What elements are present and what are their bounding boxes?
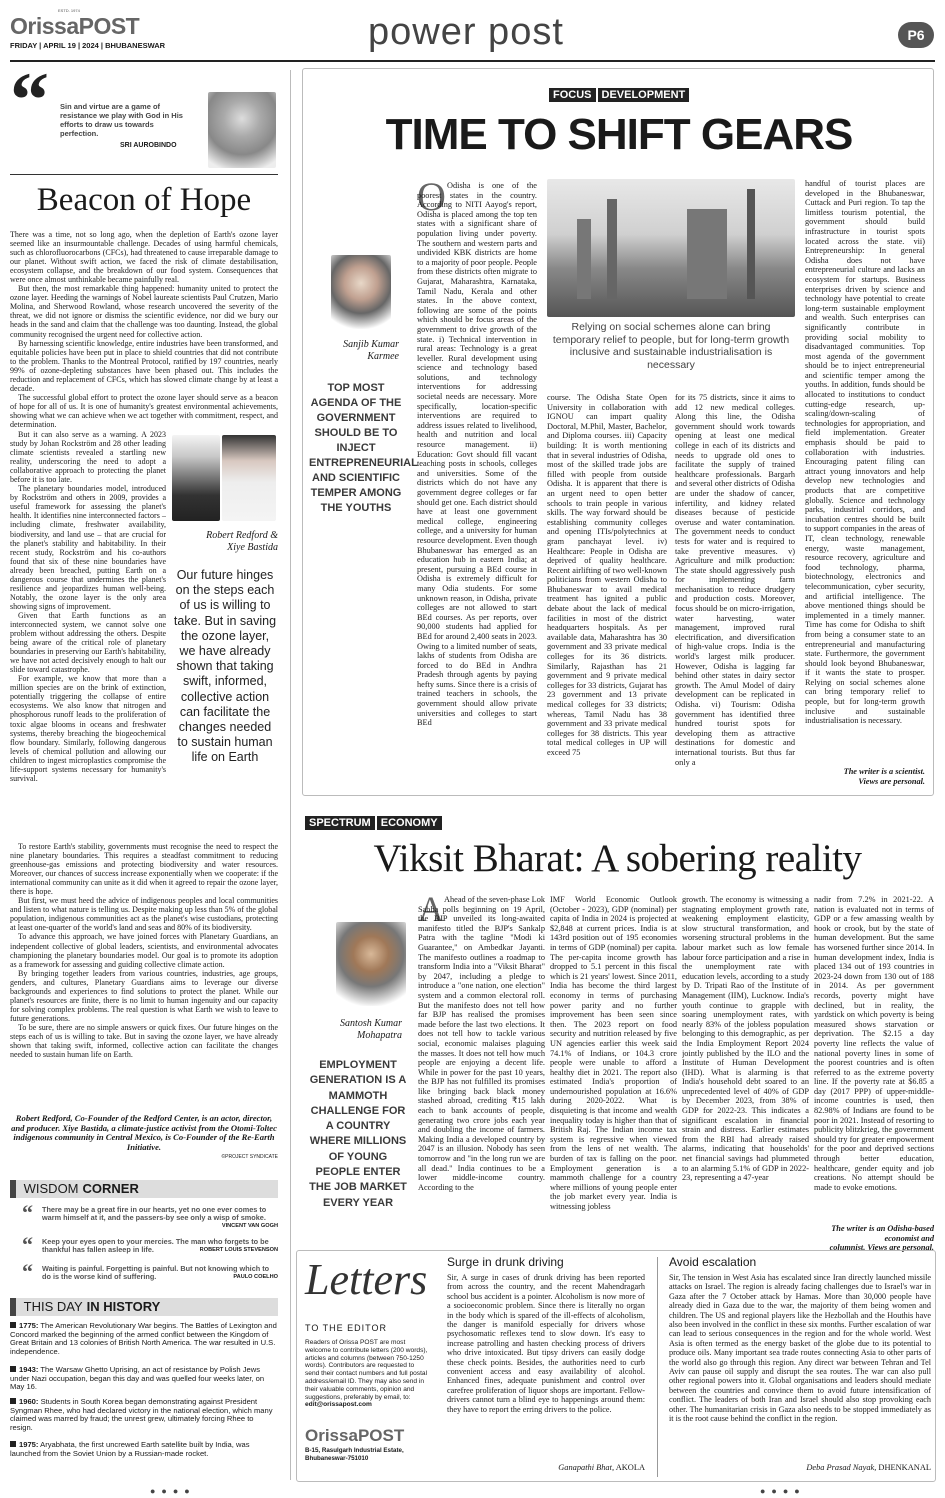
viksit-bio [814,1224,934,1253]
registration-marks: ●●●● [150,1486,196,1496]
letters-subtitle: TO THE EDITOR [305,1323,388,1333]
letters-address-1: B-15, Rasulgarh Industrial Estate, [305,1447,404,1454]
economy-tag: ECONOMY [377,816,442,830]
gears-col-2: course. The Odisha State Open University in collaboration with IGNOU can impart quality Doctoral, M.Phil, Master, Bachelor, and Diploma courses. iii) Capacity building: It is worth mentioning that in several industries of Odisha, most of the skilled trade jobs are filled with people from outside Odisha. It is apparent that there is an urgent need to open better schools to train people in various skills. The way forward should be establishing community colleges and opening ITIs/polytechnics at gram panchayat level. iv) Healthcare: People in Odisha are deprived of quality healthcare. Recent airlifting of two well-known politicians from western Odisha to Bhubaneswar to avail medical treatment has ignited a public debate about the lack of medical facilities in most of the district headquarters hospitals. As per available data, Maharashtra has 30 government and 33 private medical colleges for its 36 districts. Similarly, Rajasthan has 21 government and 9 private medical colleges for 33 districts, Gujarat has 23 government and 13 private medical colleges for 33 districts; whereas, Tamil Nadu has 38 government and 33 private medical colleges for 38 districts. This year total medical colleges in UP will exceed 75 [547,393,667,757]
beacon-byline [172,530,278,554]
gears-col-1: Odisha is one of the poorest states in the country. According to NITI Aayog's report, Odisha is placed among the top ten states with a significant share of population living under poverty. The southern and western parts and undivided KBK districts are home to a majority of poor people. People from these districts often migrate to Gujarat, Maharashtra, Karnataka, Tamil Nadu, Kerala and other states. In the above context, following are some of the points which should be focus areas of the government to drive growth of the state. i) Technical intervention in rural areas: Technology is a great leveller. Rural development using science and technology based solutions, and technology interventions for addressing societal needs are necessary. More specifically, location-specific interventions are required to address issues related to livelihood, health and nutrition and local resource management. ii) Education: Govt should fill vacant teaching posts in schools, colleges and universities. Some of the districts which do not have any government degree colleges or far should get one. Each district should have at least one government medical college, engineering college, and a university for human resource development. Even though Bhubaneswar has emerged as an education hub in eastern India; at present, pursuing a BEd course in Odisha is extremely difficult for many Odia students. For some unknown reason, in Odisha, private colleges are not allowed to start BEd courses. As per reports, over 90,000 students had applied for BEd for around 2,400 seats in 2023. Owing to a limited number of seats, lakhs of students from Odisha are forced to do BEd in Andhra Pradesh through agents by paying hefty sums. Since there is a crisis of trained teachers in schools, the government should allow private universities and colleges to start BEd [417,181,537,728]
beacon-pullquote: Our future hinges on the steps each of us is willing to take. But in saving the ozone layer, we have already shown that taking swift, informed, collective action can facilitate the changes needed to sustain human life on Earth [173,568,277,765]
letters-brand-1: Orissa [305,1426,358,1445]
industrial-plant-photo [547,179,795,317]
letter-1-signature [447,1463,645,1472]
quote-box [10,56,278,170]
brand-logo [10,14,139,38]
focus-tag: FOCUS [549,88,596,102]
viksit-author-1: Santosh Kumar [340,1018,402,1029]
letter-2-signature [669,1463,931,1472]
letter-2-sign: Deba Prasad Nayak, [806,1463,877,1472]
history-year: 1943: [19,1365,39,1374]
masthead-est: ESTD. 1974 [58,8,80,13]
beacon-body-left: But it can also serve as a warning. A 2023 study by Johan Rockström and 28 other leading climate scientists revealed a startling new reality, underscoring the need to adopt a collaborative approach to protecting the planet before it is too late. The planetary boundaries model, introduced by Rockström and others in 2009, provides a useful framework for assessing the planet's health. It identifies nine interconnected factors – including climate, freshwater availability, biodiversity, and land use – that are crucial for the planet's stability and habitability. In their recent study, Rockström and his co-authors found that six of these nine boundaries have already been breached, putting Earth on a dangerous course that undermines the planet's resilience and jeopardizes human well-being. Notably, the ozone layer is the only area showing signs of improvement. Given that Earth functions as an interconnected system, we cannot solve one problem without addressing the others. Despite being aware of the critical role of planetary boundaries in preserving our Earth's habitability, we have not acted decisively enough to halt our slide toward catastrophe. For example, we know that more than a million species are on the brink of extinction, potentially triggering the collapse of entire ecosystems. We also know that nitrogen and phosphorous runoff leads to the proliferation of toxic algae blooms in oceans and freshwater systems, thereby breaching the biogeochemical flow boundary. Similarly, following dangerous levels of chemical pollution and allowing our children to ingest microplastics compromise the life-support systems necessary for humanity's survival. [10,430,166,783]
gears-bio-1: The writer is a scientist. [843,767,925,776]
letters-info-text: Readers of Orissa POST are most welcome to contribute letters (200 words), articles and columns (between 750-1250 words). Contributors are requested to send their contact numbers and full postal address/email ID. They may also send in their valuable comments, opinion and suggestions, preferably by email, to: [305,1339,428,1401]
viksit-tags [305,813,442,831]
viksit-headline: Viksit Bharat: A sobering reality [373,837,862,880]
wisdom-quote-1: There may be a great fire in our hearts, yet no one ever comes to warm himself at it, and the passers-by see only a wisp of smoke. [42,1205,267,1223]
wisdom-item [10,1200,278,1229]
viksit-author-2: Mohapatra [357,1030,402,1041]
gears-col-4: handful of tourist places are developed in the Bhubaneswar, Cuttack and Puri region. To tap the limitless tourism potential, the government should build infrastructure in tourist spots located across the state. vii) Entrepreneurship: In general Odisha does not have entrepreneurial culture and lacks an ecosystem for startups. Business enterprises driven by science and technology have potential to create long-term sustainable employment and wealth. Such enterprises can significantly contribute in providing social mobility to disadvantaged communities. Top most agenda of the government should be to inject entrepreneurial and scientific temper among the youths. In addition, funds should be allocated to institutions to conduct cutting-edge research, up-scaling/down-scaling of technologies for appropriation, and field implementation. Greater emphasis should be paid to collaboration with industries. Encouraging patent filing can attract young innovators and help develop new technologies and products that are competitive globally. Science and technology parks, industrial corridors, and incubation centres should be built to support companies in the areas of IT, clean technology, renewable energy, waste management, resource recovery, agriculture and food technology, pharma, biotechnology, electronics and telecommunication, cyber security, and artificial intelligence. The above mentioned things should be implemented in a timely manner. Time has come for Odisha to shift from being a consumer state to an entrepreneurial and manufacturing state. Furthermore, the government should look beyond Bhubaneswar, if it wants the state to prosper. Relying on social schemes alone can bring temporary relief to people, but for long-term growth inclusive and sustainable industrialisation is necessary. [805,179,925,726]
gears-tags [549,85,689,103]
viksit-col-2: IMF World Economic Outlook (October - 2023), GDP (nominal) per capita of India in 2024 is projected at $2,848 at current prices. India is at 143rd position out of 195 economies in terms of GDP (nominal) per capita. The per-capita income growth has dropped to 5.1 percent in this fiscal which is 21 years' lowest. Since 2011, India has become the third largest economy in terms of purchasing power parity and no further improvement has been seen since then. The 2023 report on food security and nutrition released by five UN agencies earlier this week said 74.1% of Indians, or 104.3 crore people were unable to afford a healthy diet in 2021. The report also estimated India's proportion of undernourished population at 16.6% during 2020-2022. What is disquieting is that income and wealth inequality today is higher than that of British Raj. The Indian income tax system is regressive when viewed from the lens of net wealth. The burden of tax is falling on the poor. Employment generation is a mammoth challenge for a country where millions of young people enter the job market every year. India is witnessing jobless [550,895,677,1211]
viksit-bio-2: columnist. Views are personal. [829,1243,934,1253]
history-text: The American Revolutionary War begins. The Battles of Lexington and Concord marked the beginning of the armed conflict between the Kingdom of Great Britain and 13 colonies of British North America. The war resulted in U.S. independence. [10,1321,277,1356]
beacon-byline-1: Robert Redford & [206,530,278,541]
letters-info [305,1339,429,1409]
wisdom-title-1: WISDOM [23,1181,79,1196]
beacon-headline: Beacon of Hope [36,182,252,218]
beacon-body-bottom: To restore Earth's stability, governments must recognise the need to respect the nine planetary boundaries. This requires a steadfast commitment to reducing greenhouse-gas emissions and protecting biodiversity and water resources. Moreover, our chances of success increase exponentially when we cooperate: if the international community can unite as it did when it agreed to repair the ozone layer, there is hope. But first, we must heed the advice of indigenous peoples and local communities and listen to what nature is telling us. Despite making up less than 5% of the global population, indigenous communities act as the planet's wise custodians, protecting at least one-quarter of the world's land and seas and 80% of its biodiversity. To advance this approach, we have joined forces with Planetary Guardians, an independent collective of global leaders, scientists, and environmental advocates championing the planetary boundaries model. Our goal is to promote its adoption as a framework for assessing and guiding collective climate action. By bringing together leaders from various countries, industries, age groups, genders, and cultures, Planetary Guardians aims to leverage our diverse backgrounds and experiences to find solutions to protect the planet. While our planet's resources are finite, there is no limit to human ingenuity and our capacity for solving complex problems. The real question is what Earth we wish to leave to future generations. To be sure, there are no simple answers or quick fixes. Our future hinges on the steps each of us is willing to take. But in saving the ozone layer, we have already shown that taking swift, informed, collective action can facilitate the changes needed to sustain human life on Earth. [10,842,278,1060]
viksit-dropcap: A [418,889,444,929]
wisdom-quote-2: Keep your eyes open to your mercies. The man who forgets to be thankful has fallen asleep in life. [42,1237,269,1255]
gears-bio-2: Views are personal. [858,776,925,786]
letters-brand-logo [305,1426,404,1446]
letter-1-place: AKOLA [615,1463,645,1472]
this-day-in-history [10,1298,278,1478]
letters-section [296,1250,936,1482]
gears-author-2: Karmee [367,351,399,362]
history-title-2: IN HISTORY [86,1299,161,1314]
xiye-bastida-photo [222,435,276,521]
quote-text: Sin and virtue are a game of resistance we play with God in His efforts to draw us towards perfection. [60,102,183,138]
brand-orissa: Orissa [10,13,79,39]
letter-2-title: Avoid escalation [669,1255,757,1269]
gears-col-3: for its 75 districts, since it aims to add 12 new medical colleges. Along this line, the Odisha government should work towards opening at least one medical college in each of its districts and needs to upgrade old ones to facilitate the supply of trained healthcare professionals. Bargarh and several other districts of Odisha are under the shadow of cancer, infertility, and kidney related diseases because of pesticide overuse and water contamination. The government needs to conduct tests for water and is required to take preventive measures. v) Agriculture and milk production: The state should aggressively push for implementing farm mechanisation to reduce drudgery and production costs. Moreover, focus should be on micro-irrigation, water harvesting, water management, improved rural electrification, and diversification of high-value crops. India is the world's largest milk producer. However, Odisha is lagging far behind other states in dairy sector growth. The Amul Model of dairy development can be replicated in Odisha. vi) Tourism: Odisha government has identified three hundred tourist spots for developing them as attractive destinations for domestic and international tourists. But thus far only a [675,393,795,767]
letters-address-2: Bhubaneswar-751010 [305,1454,369,1462]
letter-1-sign: Ganapathi Bhat, [558,1463,615,1472]
page-number-badge: P6 [898,22,934,48]
development-tag: DEVELOPMENT [598,88,690,102]
history-year: 1775: [19,1321,39,1330]
beacon-bio: Robert Redford, Co-Founder of the Redford Center, is an actor, director, and producer. Xiye Bastida, a climate-justice activist from the Otomi-Toltec indigenous community in Central Mexico, is Co-Founder of the Re-Earth Initiative. [11,1113,277,1152]
gears-headline: TIME TO SHIFT GEARS [385,110,853,159]
gears-bio [805,767,925,786]
wisdom-corner [10,1180,278,1288]
quote-mark-icon: “ [10,56,49,143]
letters-address [305,1447,404,1462]
beacon-credit: ©PROJECT SYNDICATE [221,1154,278,1160]
beacon-body-top: There was a time, not so long ago, when the depletion of Earth's ozone layer seemed like an insurmountable challenge. Decades of using harmful chemicals, such as chlorofluorocarbons (CFCs), had threatened to cause irreparable damage to our planet. Without swift action, we faced the risk of climate destabilisation, ecosystem collapse, and the breakdown of our food system. Consequences that were once almost unthinkable became painfully real. But then, the most remarkable thing happened: humanity united to protect the ozone layer. Heeding the warnings of Nobel laureate scientists Paul Crutzen, Mario Molina, and Sherwood Rowland, whose research uncovered the severity of the threat, we did not ignore or dismiss the scientific evidence, nor did we bury our heads in the sand and claim that the challenge was too daunting. Instead, the global community recognised the urgent need for collective action. By harnessing scientific knowledge, entire industries have been transformed, and equitable policies have been put in place to shield countries that did not contribute to the problem. Thanks to the Montreal Protocol, ratified by 197 countries, nearly 99% of ozone-depleting substances have been phased out. This includes the reduction and replacement of CFCs, which has slowed climate change by at least a decade. The successful global effort to protect the ozone layer should serve as a beacon of hope for all of us. It is one of humanity's greatest environmental achievements, showing what we can achieve when we act together with commitment, respect, and determination. [10,230,278,429]
history-text: Aryabhata, the first uncrewed Earth satellite built by India, was launched from the Soviet Union by a Russian-made rocket. [10,1440,250,1458]
section-title: power post [368,11,564,53]
letter-2-body: Sir, The tension in West Asia has escalated since Iran directly launched missile attacks on Israel. The region is already facing challenges due to Israel's war in Gaza after the 7 October attack by Hamas. More than 30,000 people have already died in Gaza due to the war, the majority of them being women and children. The US and regional players like the Hezbollah and the Houthis have also been involved in the conflict in these six months. Further escalation of war can lead to serious consequences in the region and for the whole world. West Asia is often termed as the energy basket of the globe due to its potential to produce oils. Many important sea trade routes connecting Asia to other parts of the world also go through this region. Any direct war between Tehran and Tel Aviv can pause oil supply and disrupt the sea routes. The war can also pull other regional powers into it. Global organisations and leaders should mediate between the countries and convince them to avoid future intensification of conflict. The leaders of both Iran and Israel should also stop provoking each other. The humanitarian crisis in Gaza also needs to be stopped immediately as it is the root cause behind the conflict in the region. [669,1273,931,1424]
wisdom-item [10,1259,278,1284]
quote-mark-icon: “ [22,1232,33,1257]
robert-redford-photo [172,435,220,521]
wisdom-author-2: ROBERT LOUIS STEVENSON [199,1246,278,1253]
brand-post: POST [78,13,140,39]
sanjib-karmee-photo [331,255,391,329]
quote-mark-icon: “ [22,1200,33,1225]
viksit-bio-1: The writer is an Odisha-based economist and [831,1224,934,1243]
wisdom-item [10,1232,278,1257]
history-title-1: THIS DAY [23,1299,83,1314]
spectrum-tag: SPECTRUM [305,816,375,830]
wisdom-title [10,1180,278,1198]
letter-1-title: Surge in drunk driving [447,1255,564,1269]
sri-aurobindo-portrait [208,92,276,168]
letter-1-body: Sir, A surge in cases of drunk driving has been reported from across the country, and the recent Mahendragarh school bus accident is a pointer. Alcoholism is now more of a socioeconomic problem. Since there is literally no organ in the body which is spared of the ill-effects of alcoholism, the danger is manifold especially for drivers whose psychosomatic reflexes tend to slow down. It's easy to increase patrolling and hasten checking process of drivers who drive intoxicated. But tipsy drivers can easily dodge these check points. Besides, the authorities need to curb convenient access and easy availability of alcohol. Enhanced fines, adequate punishment and control over carefree proliferation of liquor shops are important. Fellow-drivers cannot turn a blind eye to happenings around them: they have to report the erring drivers to the police. [447,1273,645,1414]
viksit-pullquote: EMPLOYMENT GENERATION IS A MAMMOTH CHALLENGE FOR A COUNTRY WHERE MILLIONS OF YOUNG PEOPLE ENTER THE JOB MARKET EVERY YEAR [309,1059,407,1209]
registration-marks: ●●●● [760,1486,806,1496]
gears-author [303,339,399,363]
wisdom-author-3: PAULO COELHO [233,1273,278,1280]
gears-article [302,68,934,796]
history-item [10,1398,278,1432]
wisdom-quote-3: Waiting is painful. Forgetting is painful. But not knowing which to do is the worse kind of suffering. [42,1264,270,1282]
history-item [10,1366,278,1392]
viksit-col-3: growth. The economy is witnessing a stagnating employment growth rate, weakening employment elasticity, slow structural transformation, and worsening structural problems in the labour market such as low female labour force participation and a rise in the unemployment rate with education levels, according to a study by D. Tripati Rao of the Institute of Management (IIM), Lucknow. India's youth continue to grapple with soaring unemployment rates, with nearly 83% of the jobless population belonging to this demographic, as per the India Employment Report 2024 jointly published by the ILO and the Institute of Human Development (IHD). What is alarming is that India's household debt soared to an unprecedented level of 40% of GDP by December 2023, from 38% of GDP for 2022-23. This indicates a significant escalation in financial strain and distress. Earlier estimates from the RBI had already raised alarms, indicating that households' net financial savings had plummeted to an alarming 5.1% of GDP in 2022-23, representing a 47-year [682,895,809,1183]
beacon-byline-2: Xiye Bastida [227,542,278,553]
wisdom-author-1: VINCENT VAN GOGH [221,1222,278,1229]
viksit-author [300,1018,402,1042]
wisdom-title-2: CORNER [82,1181,139,1196]
gears-pullquote: TOP MOST AGENDA OF THE GOVERNMENT SHOULD BE TO INJECT ENTREPRENEURIAL AND SCIENTIFIC TEMPER AMONG THE YOUTHS [309,382,418,514]
viksit-col-4: nadir from 7.2% in 2021-22. A nation is evaluated not in terms of GDP or a few amassing wealth by hook or crook, but by the state of human development. But the same has worsened further since 2014. In human development index, India is placed 134 out of 193 countries in 2023-24 down from 130 out of 188 in 2014. As per government records, poverty might have declined, but in reality, the yardstick on which poverty is being measured shows starvation or deprivation. The $2.15 a day poverty line reflects the value of national poverty lines in some of the poorest countries and is often referred to as the extreme poverty line. If the poverty rate at $6.85 a day (2017 PPP) of upper-middle-income countries is used, then 82.98% of Indians are found to be poor in 2021. Instead of resorting to publicity blitzkrieg, the government should try for greater empowerment for the poor and deprived sections through better education, healthcare, gender equity and job creations. No attempt should be made to evoke emotions. [814,895,934,1192]
history-year: 1975: [19,1440,39,1449]
quote-mark-icon: “ [22,1259,33,1284]
gears-dropcap: O [417,174,446,219]
history-title [10,1298,278,1316]
gears-author-1: Sanjib Kumar [343,339,399,350]
history-year: 1960: [19,1397,39,1406]
dateline: FRIDAY | APRIL 19 | 2024 | BHUBANESWAR [10,41,166,50]
letters-brand-2: POST [357,1426,405,1445]
quote-author: SRI AUROBINDO [120,142,177,149]
history-item [10,1322,278,1356]
letters-title: Letters [305,1255,428,1304]
letters-email-link[interactable]: edit@orissapost.com [305,1401,372,1409]
gears-photo-caption: Relying on social schemes alone can bring temporary relief to people, but for long-term growth inclusive and sustainable industrialisation is necessary [552,321,790,371]
santosh-mohapatra-photo [336,922,406,1006]
history-text: Students in South Korea began demonstrating against President Syngman Rhee, who had declared victory in the national election, which many claimed was marred by fraud; the unrest grew, ultimately forcing Rhee to resign. [10,1397,273,1432]
history-text: The Warsaw Ghetto Uprising, an act of resistance by Polish Jews under Nazi occupation, began this day and was quelled four weeks later, on May 16. [10,1365,265,1392]
letter-2-place: DHENKANAL [878,1463,931,1472]
masthead [10,8,935,58]
viksit-col-1: Ahead of the seven-phase Lok Sabha polls beginning on 19 April, the BJP unveiled its long-awaited manifesto titled the BJP's Sankalp Patra with the tagline "Modi ki Guarantee," on Ambedkar Jayanti. The manifesto outlines a roadmap to transform India into a "Viksit Bharat" by 2047, including a pledge to introduce a "one nation, one election" system and a common electoral roll. But the manifesto does not tell how far BJP has realised the promises made before the last two elections. It does not tell how to tackle various social, economic malaises plaguing the masses. It does not tell how much people are enjoying a decent life. While in power for the past 10 years, the BJP has not fulfilled its promises like bringing back black money stashed abroad, crediting ₹15 lakh each to bank accounts of people, generating two crore jobs each year and doubling the income of farmers. Making India a developed country by 2047 is an illusion. Nobody has seen tomorrow and "in the long run we are all dead." India continues to be a lower middle-income country. According to the [418,895,545,1192]
history-item [10,1441,278,1458]
